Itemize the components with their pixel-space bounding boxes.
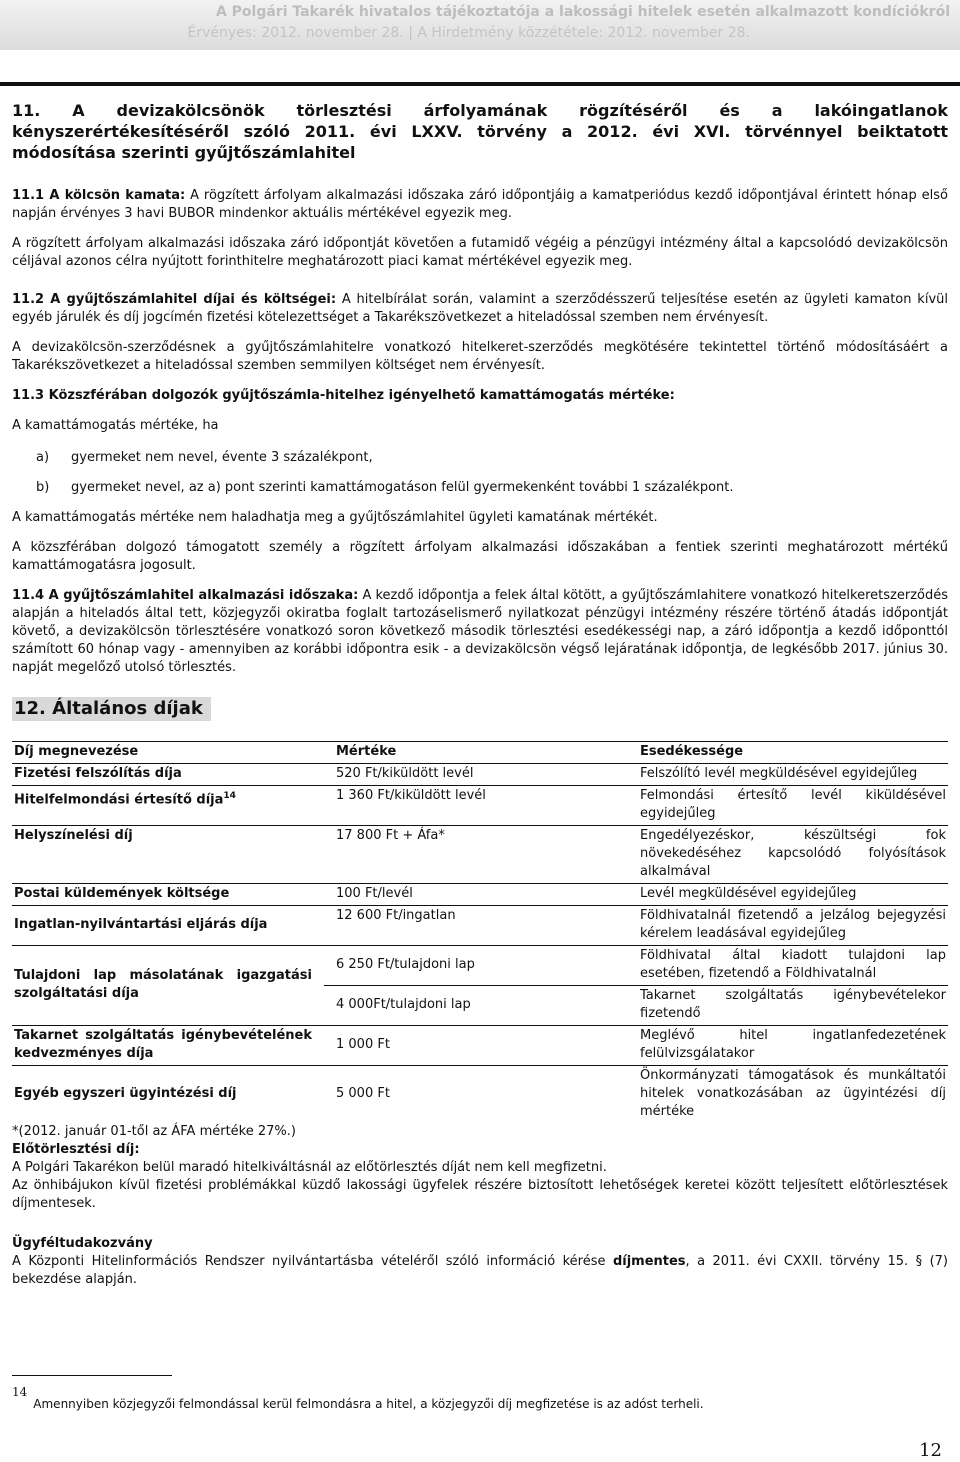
notes [12, 1123, 948, 1289]
page-header [0, 0, 960, 50]
column-header: Mértéke [324, 742, 638, 764]
fee-name: Egyéb egyszeri ügyintézési díj [14, 1086, 237, 1101]
list-label: a) [36, 450, 50, 465]
footnote [12, 1385, 704, 1411]
section-12-title: 12. Általános díjak [12, 697, 211, 721]
fee-amount: 12 600 Ft/ingatlan [324, 906, 638, 946]
table-row [12, 946, 948, 986]
paragraph-lead: 11.1 A kölcsön kamata: [12, 188, 186, 203]
fee-name: Takarnet szolgáltatás igénybevételének kedvezményes díja [12, 1026, 324, 1066]
vat-note: *(2012. január 01-től az ÁFA mértéke 27%.) [12, 1124, 296, 1139]
list-item [12, 479, 948, 497]
fee-name: Tulajdoni lap másolatának igazgatási szolgáltatási díja [12, 946, 324, 1026]
footnote-ref: 14 [223, 791, 236, 801]
fee-amount: 1 360 Ft/kiküldött levél [324, 786, 638, 826]
paragraph-11-4 [12, 587, 948, 677]
paragraph-11-2 [12, 291, 948, 327]
paragraph-11-3 [12, 387, 948, 405]
table-row [12, 1026, 948, 1066]
header-title: A Polgári Takarék hivatalos tájékoztatója a lakossági hitelek esetén alkalmazott kondíciókról [215, 4, 950, 20]
client-text-a: A Központi Hitelinformációs Rendszer nyilvántartásba vételéről szóló információ kérése [12, 1254, 613, 1269]
fee-amount: 5 000 Ft [336, 1086, 390, 1101]
paragraph-text: A hitelbírálat során, valamint a szerződésszerű teljesítése esetén az ügyleti kamaton kívül egyéb járulék és díj jogcímén fizetési kötelezettséget a Takarékszövetkezet a hiteladóssal szemben nem érvényesít. [12, 292, 948, 325]
table-header-row [12, 742, 948, 764]
paragraph-11-3-limit: A kamattámogatás mértéke nem haladhatja meg a gyűjtőszámlahitel ügyleti kamatának mértékét. [12, 510, 658, 525]
table-row [12, 826, 948, 884]
fee-due: Takarnet szolgáltatás igénybevételekor fizetendő [638, 986, 948, 1026]
fee-amount: 6 250 Ft/tulajdoni lap [324, 946, 638, 986]
list-text: gyermeket nevel, az a) pont szerinti kamattámogatáson felül gyermekenként további 1 százalékpont. [71, 480, 734, 495]
table-row [12, 786, 948, 826]
fee-due: Meglévő hitel ingatlanfedezetének felülvizsgálatakor [638, 1026, 948, 1066]
fee-due: Levél megküldésével egyidejűleg [638, 884, 948, 906]
fee-due: Földhivatal által kiadott tulajdoni lap esetében, fizetendő a Földhivatalnál [638, 946, 948, 986]
fees-table [12, 741, 948, 1123]
fee-name: Helyszínelési díj [12, 826, 324, 884]
fee-name: Fizetési felszólítás díja [12, 764, 324, 786]
prepayment-title: Előtörlesztési díj: [12, 1142, 140, 1157]
client-text-c: , a 2011. évi CXXII. törvény 15. § (7) bekezdése alapján. [12, 1254, 948, 1287]
fee-due: Földhivatalnál fizetendő a jelzálog bejegyzési kérelem leadásával egyidejűleg [638, 906, 948, 946]
subsidy-list [12, 449, 948, 497]
document-body [12, 100, 948, 1289]
page-number: 12 [919, 1440, 942, 1461]
table-row [12, 884, 948, 906]
paragraph-11-1-b: A rögzített árfolyam alkalmazási időszaka záró időpontját követően a futamidő végéig a pénzügyi intézmény által a kapcsolódó devizakölcsön céljával azonos célra nyújtott forinthitelre meghatározott piaci kamat mértékével egyezik meg. [12, 236, 948, 269]
header-rule [0, 82, 960, 86]
client-inquiry-title: Ügyféltudakozvány [12, 1236, 153, 1251]
fee-amount: 520 Ft/kiküldött levél [324, 764, 638, 786]
list-text: gyermeket nem nevel, évente 3 százalékpont, [71, 450, 373, 465]
column-header: Esedékessége [638, 742, 948, 764]
footnote-number: 14 [12, 1385, 28, 1399]
paragraph-lead: 11.2 A gyűjtőszámlahitel díjai és költségei: [12, 292, 337, 307]
fee-due: Felmondási értesítő levél kiküldésével egyidejűleg [638, 786, 948, 826]
paragraph-11-1 [12, 187, 948, 223]
header-validity: Érvényes: 2012. november 28. | A Hirdetmény közzététele: 2012. november 28. [187, 25, 750, 41]
paragraph-text: A rögzített árfolyam alkalmazási időszaka záró időpontjáig a kamatperiódus kezdő időpontjával érintett hónap első napján érvényes 3 havi BUBOR mindenkor aktuális mértékével egyezik meg. [12, 188, 948, 221]
prepayment-text-2: Az önhibájukon kívül fizetési problémákkal küzdő lakossági ügyfelek részére biztosított lehetőségek keretei között teljesített előtörlesztések díjmentesek. [12, 1178, 948, 1211]
section-11-title: 11. A devizakölcsönök törlesztési árfolyamának rögzítéséről és a lakóingatlanok kényszerértékesítéséről szóló 2011. évi LXXV. törvény a 2012. évi XVI. törvénnyel beiktatott módosítása szerinti gyűjtőszámlahitel [12, 101, 948, 162]
client-text-free: díjmentes [612, 1254, 686, 1269]
paragraph-11-3-intro: A kamattámogatás mértéke, ha [12, 418, 219, 433]
paragraph-11-2-b: A devizakölcsön-szerződésnek a gyűjtőszámlahitelre vonatkozó hitelkeret-szerződés megkötésére tekintettel történő módosításáért a Takarékszövetkezet a hiteladóssal szemben semmilyen költséget nem érvényesít. [12, 340, 948, 373]
paragraph-text: A kezdő időpontja a felek által kötött, a gyűjtőszámlahitere vonatkozó hitelkeretszerződés alapján a hiteladós által tett, közjegyzői okiratba foglalt tartozáselismerő nyilatkozat pénzügyi intézmény részére történő átadás időpontját követő, a devizakölcsön törlesztésére vonatkozó soron következő második törlesztési esedékességi nap, a záró időpontja a kezdő időponttól számított 60 hónap vagy - amennyiben az korábbi időpontra esik - a devizakölcsön végső lejáratának időpontja, de legkésőbb 2017. június 30. napját megelőző utolsó törlesztés. [12, 588, 949, 675]
fee-amount: 1 000 Ft [324, 1026, 638, 1066]
fee-amount: 100 Ft/levél [324, 884, 638, 906]
fee-due: Felszólító levél megküldésével egyidejűleg [638, 764, 948, 786]
paragraph-lead: 11.3 Közszférában dolgozók gyűjtőszámla-hitelhez igényelhető kamattámogatás mértéke: [12, 388, 675, 403]
footnote-separator [12, 1375, 172, 1376]
fee-name: Postai küldemények költsége [12, 884, 324, 906]
table-row [12, 1066, 948, 1124]
footnote-text: Amennyiben közjegyzői felmondással kerül felmondásra a hitel, a közjegyzői díj megfizetése is az adóst terheli. [33, 1397, 704, 1411]
fee-due: Engedélyezéskor, készültségi fok növekedéséhez kapcsolódó folyósítások alkalmával [638, 826, 948, 884]
client-inquiry-text [12, 1253, 948, 1289]
table-row [12, 764, 948, 786]
list-label: b) [36, 480, 50, 495]
column-header: Díj megnevezése [12, 742, 324, 764]
paragraph-11-3-eligible: A közszférában dolgozó támogatott személy a rögzített árfolyam alkalmazási időszakában a fentiek szerinti meghatározott mértékű kamattámogatásra jogosult. [12, 540, 948, 573]
prepayment-text-1: A Polgári Takarékon belül maradó hitelkiváltásnál az előtörlesztés díját nem kell megfizetni. [12, 1160, 607, 1175]
fee-amount: 4 000Ft/tulajdoni lap [324, 986, 638, 1026]
table-row [12, 906, 948, 946]
fee-amount: 17 800 Ft + Áfa* [324, 826, 638, 884]
fee-due: Önkormányzati támogatások és munkáltatói hitelek vonatkozásában az ügyintézési díj mértéke [640, 1068, 946, 1119]
fee-name: Hitelfelmondási értesítő díja [14, 792, 224, 808]
paragraph-lead: 11.4 A gyűjtőszámlahitel alkalmazási időszaka: [12, 588, 359, 603]
fee-name: Ingatlan-nyilvántartási eljárás díja [12, 906, 324, 946]
list-item [12, 449, 948, 467]
fee-name-cell [12, 786, 324, 826]
